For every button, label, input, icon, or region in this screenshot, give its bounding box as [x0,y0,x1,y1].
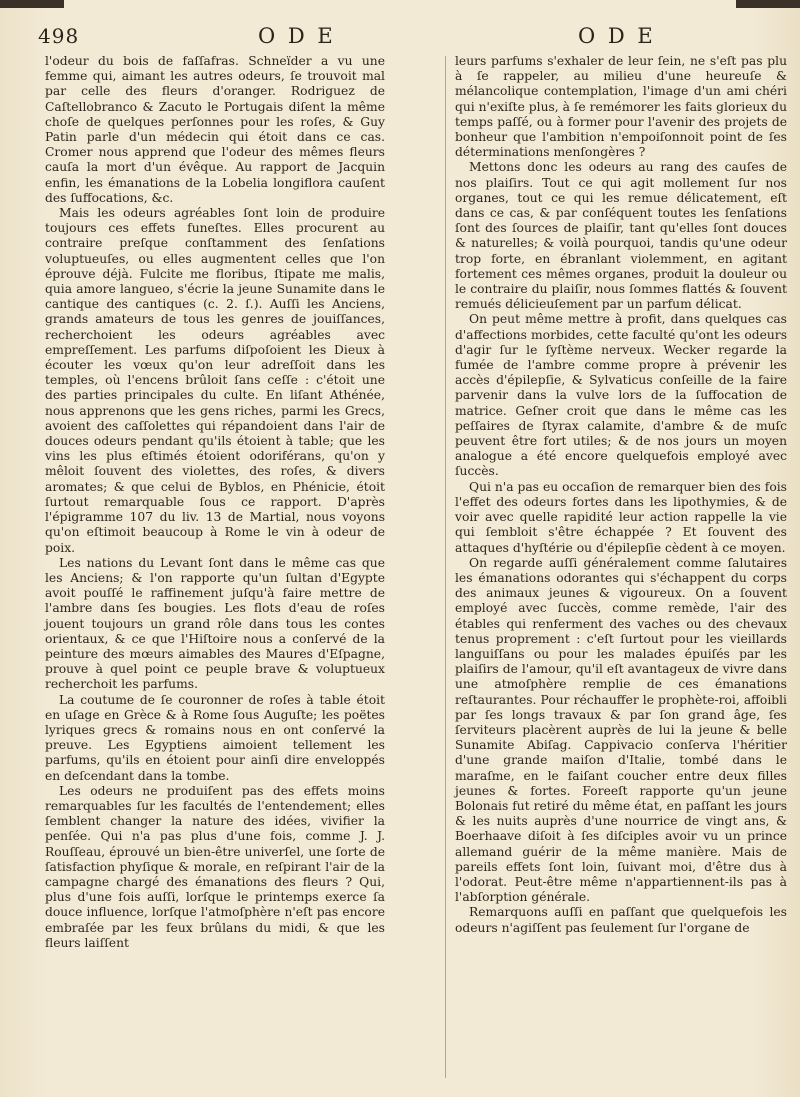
paragraph: On peut même mettre à profit, dans quelques cas d'affections morbides, cette faculté qu'ont les odeurs d'agir ſur le ſyſtème nerveux. Wecker regarde la fumée de l'ambre comme propre à prévenir les accès d'épilepſie, & Sylvaticus conſeille de la faire parvenir dans la vulve lors de la ſuffocation de matrice. Geſner croit que dans le même cas les peſſaires de ſtyrax calamite, d'ambre & de muſc peuvent être fort utiles; & de nos jours un moyen analogue a été encore quelquefois employé avec ſuccès. [455,312,787,479]
paragraph: Les nations du Levant ſont dans le même cas que les Anciens; & l'on rapporte qu'un ſultan d'Egypte avoit pouſſé le raffinement juſqu'à faire mettre de l'ambre dans ſes bougies. Les flots d'eau de roſes jouent toujours un grand rôle dans tous les contes orientaux, & ce que l'Hiſtoire nous a conſervé de la peinture des mœurs aimables des Maures d'Eſpagne, prouve à quel point ce peuple brave & voluptueux recherchoit les parfums. [45,555,385,692]
page-number: 498 [38,24,80,48]
column-divider [445,56,446,1078]
paragraph: Mettons donc les odeurs au rang des cauſes de nos plaiſirs. Tout ce qui agit mollement ſur nos organes, tout ce qui les remue délicatement, eſt dans ce cas, & par conſéquent toutes les ſenſations ſont des ſources de plaiſir, tant qu'elles ſont douces & naturelles; & voilà pourquoi, tandis qu'une odeur trop forte, en ébranlant violemment, en agitant fortement ces mêmes organes, produit la douleur ou le contraire du plaiſir, nous ſommes flattés & ſouvent remués délicieuſement par un parfum délicat. [455,160,787,312]
running-head [0,24,800,52]
paragraph: l'odeur du bois de faſſafras. Schneïder a vu une femme qui, aimant les autres odeurs, ſe trouvoit mal par celle des fleurs d'oranger. Rodriguez de Caſtellobranco & Zacuto le Portugais diſent la même choſe de quelques perſonnes pour les roſes, & Guy Patin parle d'un médecin qui étoit dans ce cas. Cromer nous apprend que l'odeur des mêmes fleurs cauſa la mort d'un évêque. Au rapport de Jacquin enfin, les émanations de la Lobelia longiflora cauſent des ſuffocations, &c. [45,54,385,205]
paragraph: leurs parfums s'exhaler de leur ſein, ne s'eſt pas plu à ſe rappeler, au milieu d'une heureuſe & mélancolique contemplation, l'image d'un ami chéri qui n'exiſte plus, à ſe remémorer les faits glorieux du temps paſſé, ou à former pour l'avenir des projets de bonheur que l'ambition n'empoiſonnoit point de ſes déterminations menſongères ? [455,54,787,160]
paragraph: Mais les odeurs agréables ſont loin de produire toujours ces effets funeſtes. Elles procurent au contraire preſque conſtamment des ſenſations voluptueuſes, ou elles augmentent celles que l'on éprouve déjà. Fulcite me floribus, ſtipate me malis, quia amore langueo, s'écrie la jeune Sunamite dans le cantique des cantiques (c. 2. ſ.). Auſſi les Anciens, grands amateurs de tous les genres de jouiſſances, recherchoient les odeurs agréables avec empreſſement. Les parfums diſpoſoient les Dieux à écouter les vœux qu'on leur adreſſoit dans les temples, où l'encens brûloit ſans ceſſe : c'étoit une des parties principales du culte. En liſant Athénée, nous apprenons que les gens riches, parmi les Grecs, avoient des caſſolettes qui répandoient dans l'air de douces odeurs pendant qu'ils étoient à table; que les vins les plus eſtimés étoient odoriférans, qu'on y mêloit ſouvent des violettes, des roſes, & divers aromates; & que celui de Byblos, en Phénicie, étoit ſurtout remarquable ſous ce rapport. D'après l'épigramme 107 du liv. 13 de Martial, nous voyons qu'on eſtimoit beaucoup à Rome le vin à odeur de poix. [45,206,385,555]
running-title-right: O D E [578,24,656,48]
paragraph: Qui n'a pas eu occaſion de remarquer bien des fois l'effet des odeurs fortes dans les lipothymies, & de voir avec quelle rapidité leur action rappelle la vie qui ſembloit s'être échappée ? Et ſouvent des attaques d'hyſtérie ou d'épilepſie cèdent à ce moyen. [455,479,787,555]
paragraph: La coutume de ſe couronner de roſes à table étoit en uſage en Grèce & à Rome ſous Auguſte; les poëtes lyriques grecs & romains nous en ont conſervé la preuve. Les Egyptiens aimoient tellement les parfums, qu'ils en étoient pour ainſi dire enveloppés en deſcendant dans la tombe. [45,692,385,783]
right-column [455,54,787,936]
left-column [45,54,385,951]
page-edge-shadow [0,0,800,8]
paragraph: On regarde auſſi généralement comme ſalutaires les émanations odorantes qui s'échappent du corps des animaux jeunes & vigoureux. On a ſouvent employé avec ſuccès, comme remède, l'air des étables qui renferment des vaches ou des chevaux tenus proprement : c'eſt ſurtout pour les vieillards languiſſans ou pour les malades épuiſés par les plaiſirs de l'amour, qu'il eſt avantageux de vivre dans une atmoſphère remplie de ces émanations reſtaurantes. Pour réchauffer le prophète-roi, affoibli par ſes longs travaux & par ſon grand âge, ſes ſerviteurs placèrent auprès de lui la jeune & belle Sunamite Abiſag. Cappivacio conſerva l'héritier d'une grande maiſon d'Italie, tombé dans le maraſme, en le faiſant coucher entre deux filles jeunes & fortes. Foreeſt rapporte qu'un jeune Bolonais fut retiré du même état, en paſſant les jours & les nuits auprès d'une nourrice de vingt ans, & Boerhaave diſoit à ſes diſciples avoir vu un prince allemand guérir de la même manière. Mais de pareils effets ſont loin, ſuivant moi, d'être dus à l'odorat. Peut-être même n'appartiennent-ils pas à l'abſorption générale. [455,555,787,905]
paragraph: Les odeurs ne produiſent pas des effets moins remarquables ſur les facultés de l'entendement; elles ſemblent changer la nature des idées, vivifier la penſée. Qui n'a pas plus d'une fois, comme J. J. Rouſſeau, éprouvé un bien-être univerſel, une ſorte de ſatisfaction phyſique & morale, en reſpirant l'air de la campagne chargé des émanations des fleurs ? Qui, plus d'une fois auſſi, lorſque le printemps exerce ſa douce influence, lorſque l'atmoſphère n'eſt pas encore embraſée par les feux brûlans du midi, & que les fleurs laiſſent [45,783,385,950]
running-title-left: O D E [258,24,336,48]
paragraph: Remarquons auſſi en paſſant que quelquefois les odeurs n'agiſſent pas ſeulement ſur l'organe de [455,905,787,935]
